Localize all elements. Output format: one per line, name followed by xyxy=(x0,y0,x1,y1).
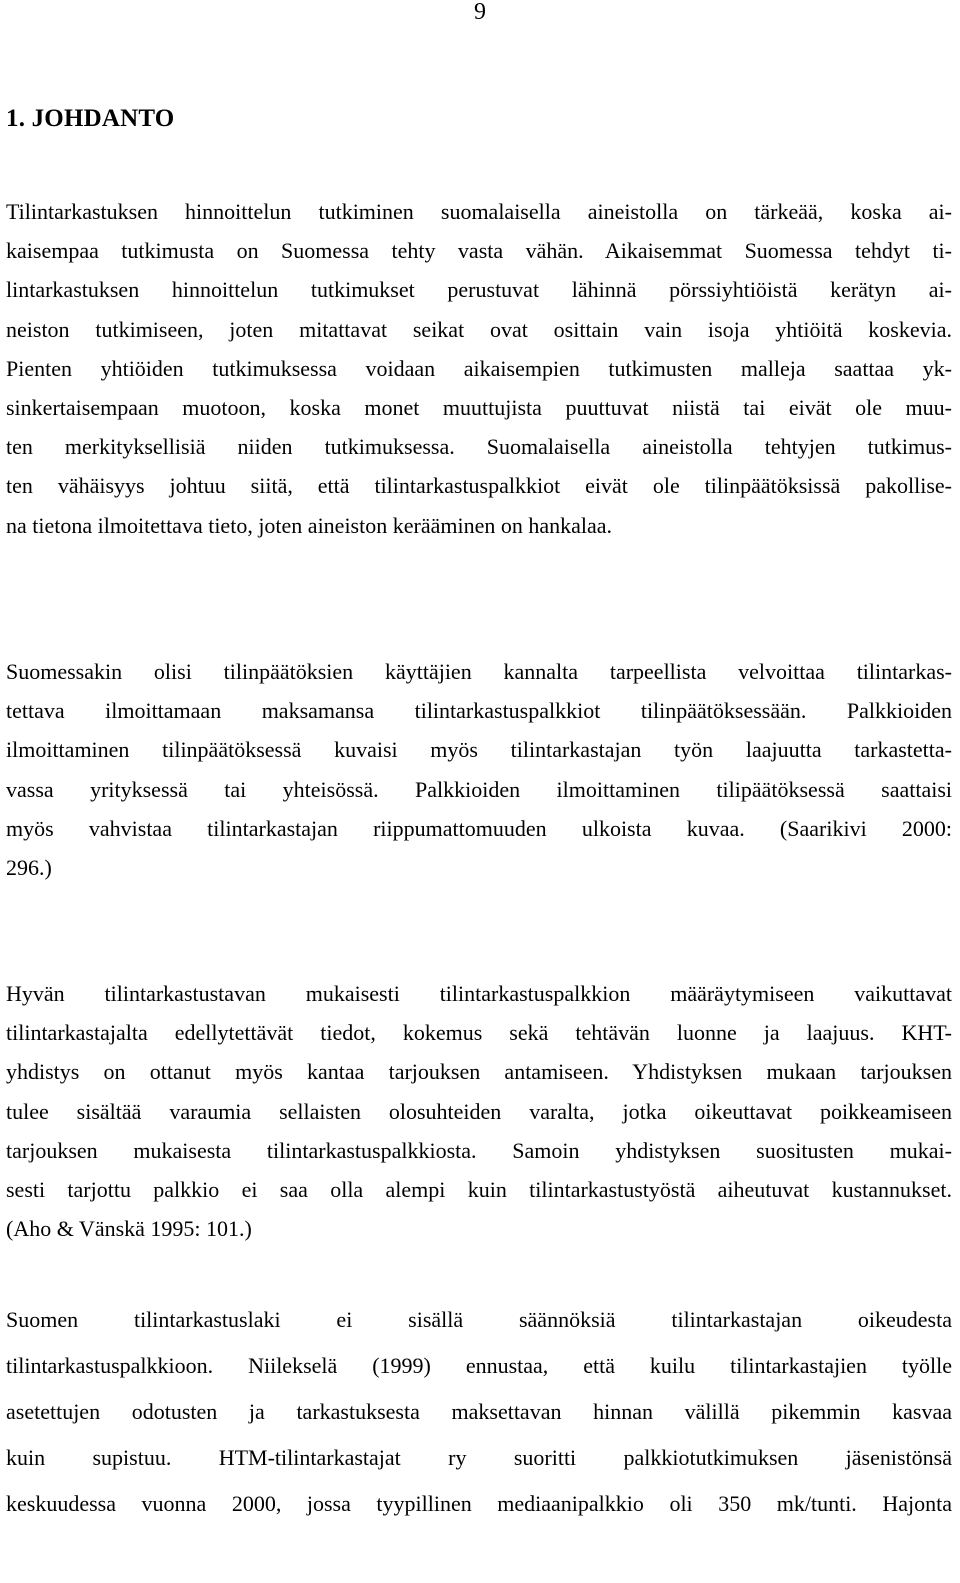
section-heading: 1. JOHDANTO xyxy=(6,105,175,132)
text-line: kaisempaa tutkimusta on Suomessa tehty vasta vähän. Aikaisemmat Suomessa tehdyt ti- xyxy=(6,238,952,264)
text-line: Tilintarkastuksen hinnoittelun tutkiminen suomalaisella aineistolla on tärkeää, koska ai- xyxy=(6,199,952,224)
paragraph-4 xyxy=(6,1297,952,1527)
text-line: myös vahvistaa tilintarkastajan riippumattomuuden ulkoista kuvaa. (Saarikivi 2000: xyxy=(6,815,952,841)
text-line: keskuudessa vuonna 2000, jossa tyypillinen mediaanipalkkio oli 350 mk/tunti. Hajonta xyxy=(6,1491,952,1516)
paragraph-1 xyxy=(6,192,952,545)
text-line: asetettujen odotusten ja tarkastuksesta maksettavan hinnan välillä pikemmin kasvaa xyxy=(6,1399,952,1424)
text-line: tettava ilmoittamaan maksamansa tilintarkastuspalkkiot tilinpäätöksessään. Palkkioiden xyxy=(6,698,952,724)
text-line: ilmoittaminen tilinpäätöksessä kuvaisi myös tilintarkastajan työn laajuutta tarkastetta- xyxy=(6,737,952,763)
text-line: 296.) xyxy=(6,855,52,881)
text-line: neiston tutkimiseen, joten mitattavat seikat ovat osittain vain isoja yhtiöitä koskevia. xyxy=(6,316,952,342)
text-line: (Aho & Vänskä 1995: 101.) xyxy=(6,1216,252,1242)
paragraph-3 xyxy=(6,974,952,1248)
text-line: ten merkityksellisiä niiden tutkimuksessa. Suomalaisella aineistolla tehtyjen tutkimus- xyxy=(6,434,952,460)
text-line: tilintarkastajalta edellytettävät tiedot, kokemus sekä tehtävän luonne ja laajuus. KHT- xyxy=(6,1020,952,1046)
paragraph-2 xyxy=(6,652,952,887)
text-line: kuin supistuu. HTM-tilintarkastajat ry suoritti palkkiotutkimuksen jäsenistönsä xyxy=(6,1445,952,1470)
text-line: ten vähäisyys johtuu siitä, että tilintarkastuspalkkiot eivät ole tilinpäätöksissä pakollise- xyxy=(6,473,952,499)
text-line: sesti tarjottu palkkio ei saa olla alempi kuin tilintarkastustyöstä aiheutuvat kustannukset. xyxy=(6,1177,952,1203)
text-line: tarjouksen mukaisesta tilintarkastuspalkkiosta. Samoin yhdistyksen suositusten mukai- xyxy=(6,1137,952,1163)
text-line: Pienten yhtiöiden tutkimuksessa voidaan aikaisempien tutkimusten malleja saattaa yk- xyxy=(6,355,952,381)
text-line: tilintarkastuspalkkioon. Niilekselä (1999) ennustaa, että kuilu tilintarkastajien työlle xyxy=(6,1353,952,1378)
text-line: sinkertaisempaan muotoon, koska monet muuttujista puuttuvat niistä tai eivät ole muu- xyxy=(6,395,952,421)
text-line: na tietona ilmoitettava tieto, joten aineiston kerääminen on hankalaa. xyxy=(6,512,613,538)
text-line: yhdistys on ottanut myös kantaa tarjouksen antamiseen. Yhdistyksen mukaan tarjouksen xyxy=(6,1059,952,1085)
text-line: Suomen tilintarkastuslaki ei sisällä säännöksiä tilintarkastajan oikeudesta xyxy=(6,1307,952,1332)
text-line: tulee sisältää varaumia sellaisten olosuhteiden varalta, jotka oikeuttavat poikkeamiseen xyxy=(6,1098,952,1124)
text-line: lintarkastuksen hinnoittelun tutkimukset perustuvat lähinnä pörssiyhtiöistä kerätyn ai- xyxy=(6,277,952,303)
text-line: Suomessakin olisi tilinpäätöksien käyttäjien kannalta tarpeellista velvoittaa tilintarkas- xyxy=(6,659,952,684)
text-line: vassa yrityksessä tai yhteisössä. Palkkioiden ilmoittaminen tilipäätöksessä saattaisi xyxy=(6,776,952,802)
text-line: Hyvän tilintarkastustavan mukaisesti tilintarkastuspalkkion määräytymiseen vaikuttavat xyxy=(6,981,952,1006)
page-number: 9 xyxy=(474,0,486,25)
